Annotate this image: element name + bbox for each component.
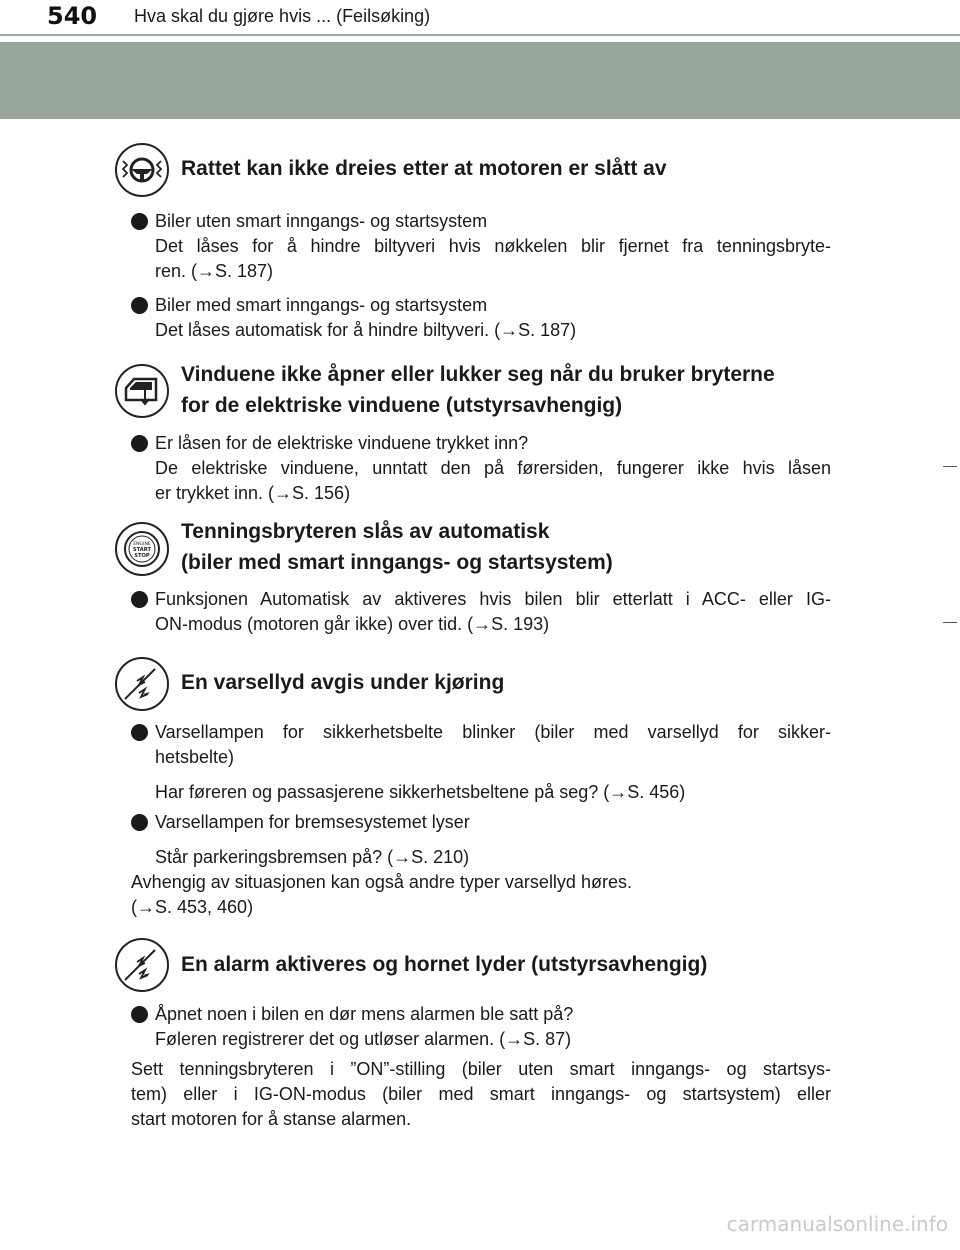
bullet-icon (131, 297, 148, 314)
note-text: (→S. 453, 460) (131, 897, 254, 917)
item-text: Funksjonen Automatisk av aktiveres hvis bilen blir etterlatt i ACC- eller IG- (155, 589, 831, 609)
section-title: En varsellyd avgis under kjøring (181, 671, 505, 694)
section-note (131, 870, 831, 920)
header-band (0, 42, 960, 119)
item-text: Føleren registrerer det og utløser alarmen. (→S. 87) (155, 1029, 572, 1049)
engine-start-stop-icon (115, 522, 169, 576)
item-text: De elektriske vinduene, unntatt den på førersiden, fungerer ikke hvis låsen (155, 458, 831, 478)
note-text: Avhengig av situasjonen kan også andre typer varsellyd høres. (131, 872, 632, 892)
item-text: hetsbelte) (155, 747, 235, 767)
note-text: start motoren for å stanse alarmen. (131, 1109, 412, 1129)
list-item (131, 209, 831, 284)
item-heading: Biler uten smart inngangs- og startsystem (155, 211, 488, 231)
item-text: Det låses for å hindre biltyveri hvis nøkkelen blir fjernet fra tenningsbryte- (155, 236, 831, 256)
section-title: Rattet kan ikke dreies etter at motoren er slått av (181, 157, 667, 180)
section-title-line: for de elektriske vinduene (utstyrsavhengig) (181, 394, 623, 417)
bullet-icon (131, 724, 148, 741)
warning-buzzer-icon (115, 657, 169, 711)
section-title: En alarm aktiveres og hornet lyder (utstyrsavhengig) (181, 953, 708, 976)
section-note (131, 1057, 831, 1132)
item-text: Det låses automatisk for å hindre biltyveri. (→S. 187) (155, 320, 577, 340)
edge-tick-mark (943, 622, 957, 623)
edge-tick-mark (943, 466, 957, 467)
bullet-icon (131, 213, 148, 230)
page-number: 540 (47, 2, 98, 30)
section-title-line: Tenningsbryteren slås av automatisk (181, 520, 550, 543)
section-title-line: (biler med smart inngangs- og startsystem) (181, 551, 613, 574)
item-text: Varsellampen for bremsesystemet lyser (155, 812, 470, 832)
alarm-horn-icon (115, 938, 169, 992)
list-item (131, 587, 831, 637)
bullet-icon (131, 435, 148, 452)
list-item (131, 1002, 831, 1052)
section-title (181, 516, 841, 578)
section-title-line: Vinduene ikke åpner eller lukker seg når du bruker bryterne (181, 363, 775, 386)
icon-label-stop: STOP (134, 553, 150, 559)
item-text: Står parkeringsbremsen på? (→S. 210) (155, 847, 470, 867)
icon-label-engine: ENGINE (133, 542, 151, 547)
page-header (0, 0, 960, 120)
header-divider (0, 34, 960, 36)
item-text: er trykket inn. (→S. 156) (155, 483, 351, 503)
watermark: carmanualsonline.info (726, 1212, 948, 1236)
section-title (181, 359, 841, 421)
icon-label-start: START (132, 547, 152, 553)
list-item (131, 431, 831, 506)
bullet-icon (131, 591, 148, 608)
item-text: Varsellampen for sikkerhetsbelte blinker (biler med varsellyd for sikker- (155, 722, 831, 742)
item-text: Har føreren og passasjerene sikkerhetsbeltene på seg? (→S. 456) (155, 782, 686, 802)
item-heading: Biler med smart inngangs- og startsystem (155, 295, 488, 315)
list-item (131, 810, 831, 870)
item-text: ren. (→S. 187) (155, 261, 274, 281)
bullet-icon (131, 814, 148, 831)
bullet-icon (131, 1006, 148, 1023)
running-title: Hva skal du gjøre hvis ... (Feilsøking) (134, 6, 431, 26)
item-heading: Åpnet noen i bilen en dør mens alarmen ble satt på? (155, 1004, 574, 1024)
steering-wheel-lock-icon (115, 143, 169, 197)
item-text: ON-modus (motoren går ikke) over tid. (→S. 193) (155, 614, 550, 634)
list-item (131, 293, 831, 343)
note-text: Sett tenningsbryteren i ”ON”-stilling (biler uten smart inngangs- og startsys- (131, 1059, 831, 1079)
item-heading: Er låsen for de elektriske vinduene trykket inn? (155, 433, 529, 453)
note-text: tem) eller i IG-ON-modus (biler med smart inngangs- og startsystem) eller (131, 1084, 831, 1104)
power-window-icon (115, 364, 169, 418)
list-item (131, 720, 831, 805)
